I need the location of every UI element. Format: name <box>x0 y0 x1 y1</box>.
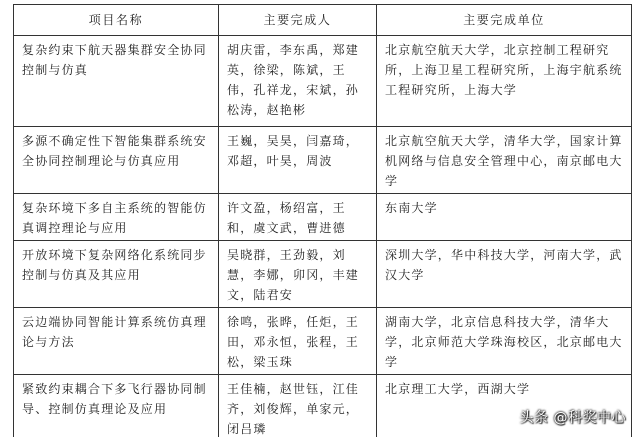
table-row <box>14 36 632 127</box>
people-cell: 王佳楠，赵世钰，江佳齐，刘俊辉，单家元，闭吕璘 <box>219 375 377 437</box>
project-cell: 紧致约束耦合下多飞行器协同制导、控制仿真理论及应用 <box>14 375 219 437</box>
units-cell: 北京航空航天大学，清华大学，国家计算机网络与信息安全管理中心，南京邮电大学 <box>377 127 632 194</box>
people-cell: 许文盈，杨绍富，王和，虞文武，曹进德 <box>219 194 377 241</box>
units-cell: 湖南大学，北京信息科技大学，清华大学，北京师范大学珠海校区，北京邮电大学 <box>377 308 632 375</box>
units-cell: 北京航空航天大学，北京控制工程研究所，上海卫星工程研究所，上海宇航系统工程研究所，上海大学 <box>377 36 632 127</box>
people-cell: 王巍，吴昊，闫嘉琦，邓超，叶昊，周波 <box>219 127 377 194</box>
project-cell: 复杂环境下多自主系统的智能仿真调控理论与应用 <box>14 194 219 241</box>
table-row <box>14 127 632 194</box>
project-cell: 开放环境下复杂网络化系统同步控制与仿真及其应用 <box>14 241 219 308</box>
awards-table <box>13 4 632 437</box>
header-row <box>14 5 632 36</box>
table-row <box>14 375 632 437</box>
project-cell: 云边端协同智能计算系统仿真理论与方法 <box>14 308 219 375</box>
header-main-units: 主要完成单位 <box>377 5 632 36</box>
units-cell: 东南大学 <box>377 194 632 241</box>
people-cell: 胡庆雷，李东禹，郑建英，徐梁，陈斌，王伟，孔祥龙，宋斌，孙松涛，赵艳彬 <box>219 36 377 127</box>
people-cell: 吴晓群，王劲毅，刘慧，李娜，卯冈，丰建文，陆君安 <box>219 241 377 308</box>
table-row <box>14 241 632 308</box>
table-row <box>14 308 632 375</box>
units-cell: 北京理工大学，西湖大学 <box>377 375 632 437</box>
people-cell: 徐鸣，张晔，任炬，王田，邓永恒，张程，王松，梁玉珠 <box>219 308 377 375</box>
units-cell: 深圳大学，华中科技大学，河南大学，武汉大学 <box>377 241 632 308</box>
watermark-label: 头条 @科奖中心 <box>519 410 626 426</box>
table-row <box>14 194 632 241</box>
project-cell: 多源不确定性下智能集群系统安全协同控制理论与仿真应用 <box>14 127 219 194</box>
header-project-name: 项目名称 <box>14 5 219 36</box>
project-cell: 复杂约束下航天器集群安全协同控制与仿真 <box>14 36 219 127</box>
header-main-contributors: 主要完成人 <box>219 5 377 36</box>
